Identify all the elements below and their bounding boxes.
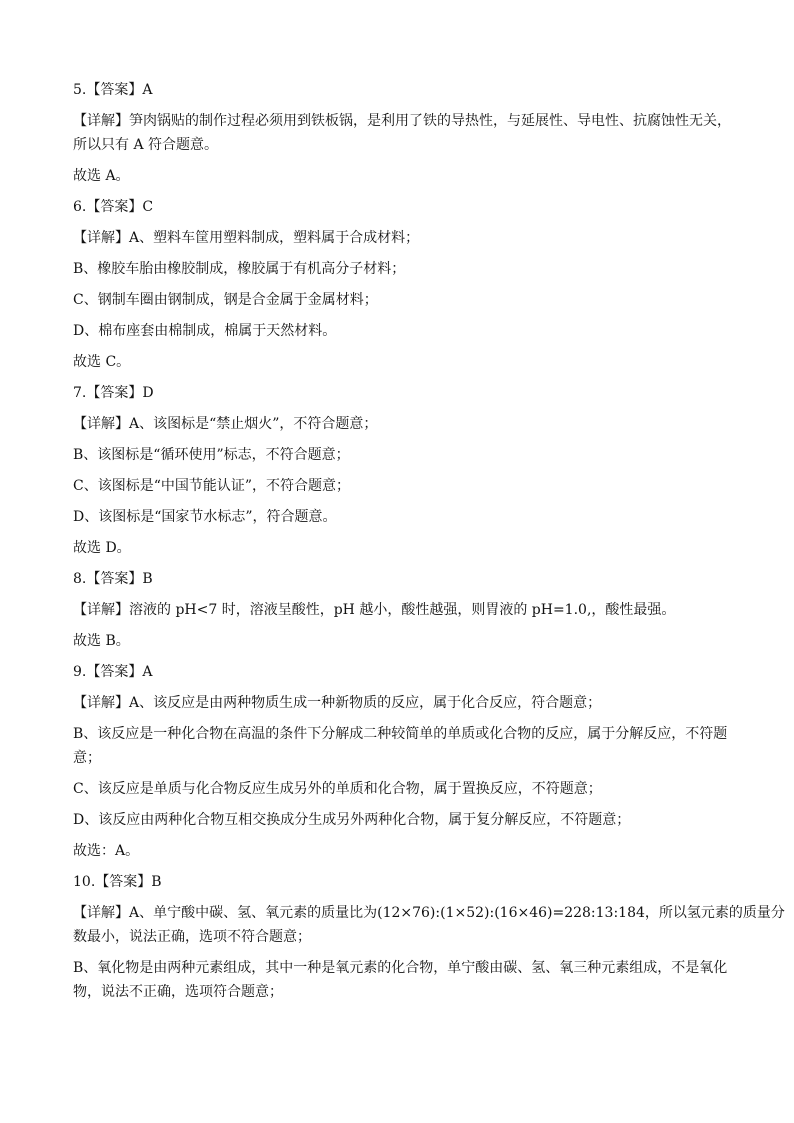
choice-line: 故选 C。: [73, 354, 131, 370]
question-10: [73, 870, 785, 1004]
detail-line: D、该图标是“国家节水标志”，符合题意。: [73, 509, 337, 525]
detail-line: 物，说法不正确，选项符合题意；: [73, 984, 283, 1000]
answer-line: 6.【答案】C: [73, 199, 154, 215]
detail-line: C、钢制车圈由钢制成，钢是合金属于金属材料；: [73, 292, 378, 308]
answer-line: 10.【答案】B: [73, 874, 162, 890]
question-7: [73, 381, 723, 560]
answer-line: 5.【答案】A: [73, 82, 153, 98]
question-6: [73, 195, 723, 374]
detail-line: C、该图标是“中国节能认证”，不符合题意；: [73, 478, 351, 494]
detail-line: D、该反应由两种化合物互相交换成分生成另外两种化合物，属于复分解反应，不符题意；: [73, 812, 631, 828]
question-8: [73, 567, 723, 653]
answer-line: 7.【答案】D: [73, 385, 154, 401]
question-5: [73, 78, 731, 188]
detail-line: B、橡胶车胎由橡胶制成，橡胶属于有机高分子材料；: [73, 261, 406, 277]
question-9: [73, 660, 728, 863]
detail-line: 【详解】笋肉锅贴的制作过程必须用到铁板锅，是利用了铁的导热性，与延展性、导电性、抗腐蚀性无关，: [73, 113, 731, 129]
choice-line: 故选 A。: [73, 168, 130, 184]
detail-line: D、棉布座套由棉制成，棉属于天然材料。: [73, 323, 337, 339]
detail-line: B、该图标是“循环使用”标志，不符合题意；: [73, 447, 350, 463]
answer-line: 8.【答案】B: [73, 571, 153, 587]
detail-line: 所以只有 A 符合题意。: [73, 137, 219, 153]
detail-line: 【详解】A、塑料车筐用塑料制成，塑料属于合成材料；: [73, 230, 420, 246]
choice-line: 故选：A。: [73, 843, 140, 859]
choice-line: 故选 D。: [73, 540, 131, 556]
detail-line: B、该反应是一种化合物在高温的条件下分解成二种较简单的单质或化合物的反应，属于分解反应，不符题: [73, 726, 728, 742]
detail-line: 【详解】A、单宁酸中碳、氢、氧元素的质量比为(12×76):(1×52):(16×46)=228:13:184，所以氢元素的质量分: [73, 905, 785, 921]
detail-line: 数最小，说法正确，选项不符合题意；: [73, 929, 311, 945]
detail-line: 【详解】A、该图标是“禁止烟火”，不符合题意；: [73, 416, 378, 432]
answer-explanations: [73, 78, 785, 1011]
detail-line: B、氧化物是由两种元素组成，其中一种是氧元素的化合物，单宁酸由碳、氢、氧三种元素组成，不是氧化: [73, 960, 728, 976]
detail-line: C、该反应是单质与化合物反应生成另外的单质和化合物，属于置换反应，不符题意；: [73, 781, 602, 797]
detail-line: 【详解】溶液的 pH<7 时，溶液呈酸性，pH 越小，酸性越强，则胃液的 pH=1.0,，酸性最强。: [73, 602, 676, 618]
choice-line: 故选 B。: [73, 633, 130, 649]
detail-line: 【详解】A、该反应是由两种物质生成一种新物质的反应，属于化合反应，符合题意；: [73, 695, 602, 711]
answer-line: 9.【答案】A: [73, 664, 153, 680]
detail-line: 意；: [73, 750, 101, 766]
